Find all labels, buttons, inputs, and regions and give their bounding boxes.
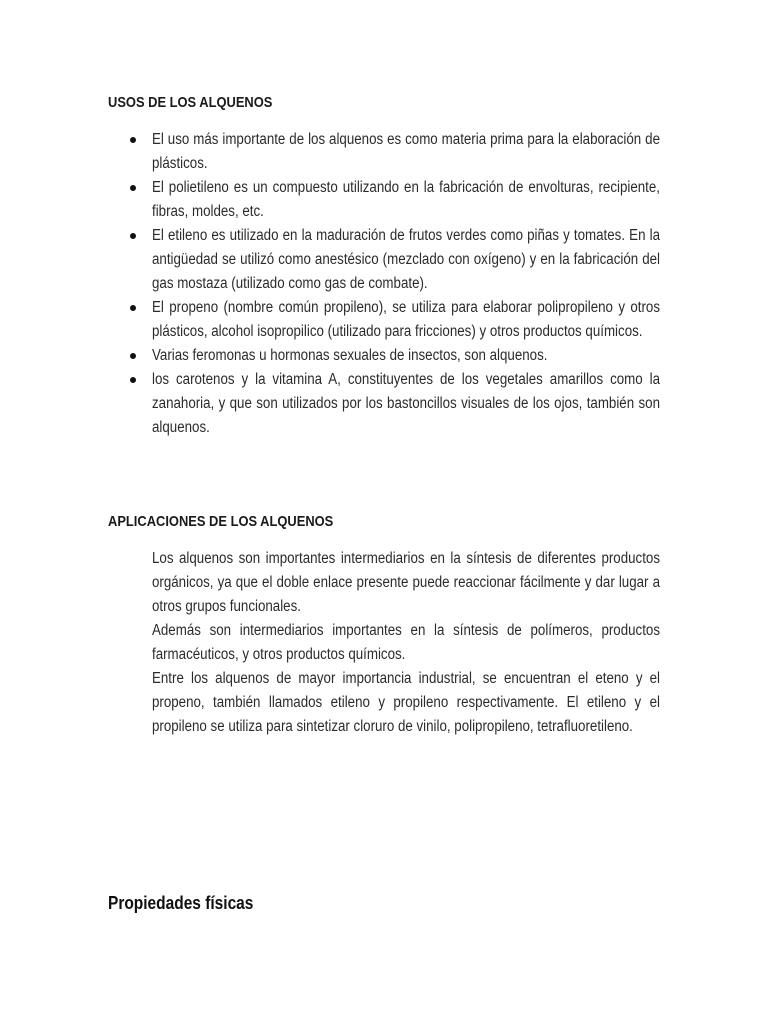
list-item: [130, 224, 660, 296]
list-item-text: Varias feromonas u hormonas sexuales de insectos, son alquenos.: [152, 347, 548, 364]
list-item-text: El etileno es utilizado en la maduración de frutos verdes como piñas y tomates. En la antigüedad se utilizó como anestésico (mezclado con oxígeno) y en la fabricación del gas mostaza (utilizado como gas de combate).: [152, 227, 660, 292]
list-item-text: los carotenos y la vitamina A, constituyentes de los vegetales amarillos como la zanahoria, y que son utilizados por los bastoncillos visuales de los ojos, también son alquenos.: [152, 371, 660, 436]
list-item-text: El uso más importante de los alquenos es como materia prima para la elaboración de plásticos.: [152, 131, 660, 172]
section-heading-propiedades: Propiedades físicas: [108, 893, 254, 913]
list-item-text: El polietileno es un compuesto utilizando en la fabricación de envolturas, recipiente, fibras, moldes, etc.: [152, 179, 660, 220]
list-item-text: El propeno (nombre común propileno), se utiliza para elaborar polipropileno y otros plásticos, alcohol isopropilico (utilizado para fricciones) y otros productos químicos.: [152, 299, 660, 340]
bullet-icon: [130, 233, 136, 239]
list-item: [130, 368, 660, 440]
list-item: [130, 344, 660, 368]
usos-bullet-list: [130, 128, 660, 440]
paragraph: Los alquenos son importantes intermediarios en la síntesis de diferentes productos orgánicos, ya que el doble enlace presente puede reaccionar fácilmente y dar lugar a otros grupos funcionales.: [152, 550, 660, 615]
bullet-icon: [130, 185, 136, 191]
paragraph: Además son intermediarios importantes en la síntesis de polímeros, productos farmacéuticos, y otros productos químicos.: [152, 622, 660, 663]
section-heading-aplicaciones: APLICACIONES DE LOS ALQUENOS: [108, 513, 334, 530]
bullet-icon: [130, 353, 136, 359]
paragraph: Entre los alquenos de mayor importancia industrial, se encuentran el eteno y el propeno, también llamados etileno y propileno respectivamente. El etileno y el propileno se utiliza para sintetizar cloruro de vinilo, polipropileno, tetrafluoretileno.: [152, 670, 660, 735]
section-heading-usos: USOS DE LOS ALQUENOS: [108, 94, 273, 111]
list-item: [130, 296, 660, 344]
list-item: [130, 176, 660, 224]
bullet-icon: [130, 305, 136, 311]
bullet-icon: [130, 377, 136, 383]
aplicaciones-body: [152, 547, 660, 739]
bullet-icon: [130, 137, 136, 143]
list-item: [130, 128, 660, 176]
